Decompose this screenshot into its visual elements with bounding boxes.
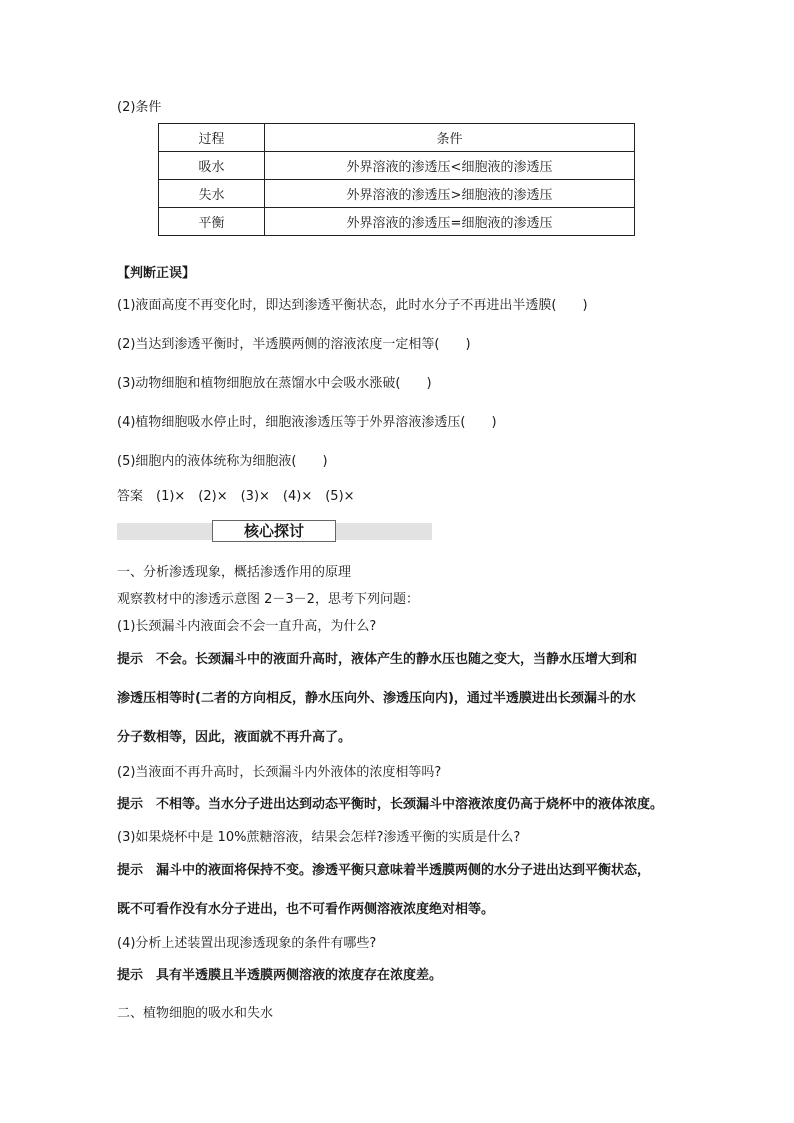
part2-title: 二、植物细胞的吸水和失水 bbox=[117, 1006, 274, 1021]
judge-item: (4)植物细胞吸水停止时，细胞液渗透压等于外界溶液渗透压( ) bbox=[117, 415, 497, 430]
table-header-row bbox=[159, 124, 635, 152]
table-cell: 平衡 bbox=[159, 208, 265, 236]
question-1: (1)长颈漏斗内液面会不会一直升高，为什么? bbox=[117, 619, 377, 634]
answer-1-line-1: 提示 不会。长颈漏斗中的液面升高时，液体产生的静水压也随之变大，当静水压增大到和 bbox=[117, 652, 638, 667]
question-3: (3)如果烧杯中是 10%蔗糖溶液，结果会怎样?渗透平衡的实质是什么? bbox=[117, 830, 521, 845]
table-row bbox=[159, 152, 635, 180]
table-cell: 吸水 bbox=[159, 152, 265, 180]
section-heading-conditions: (2)条件 bbox=[117, 100, 162, 115]
answer-line: 答案 (1)× (2)× (3)× (4)× (5)× bbox=[117, 489, 355, 504]
judge-item: (5)细胞内的液体统称为细胞液( ) bbox=[117, 454, 328, 469]
conditions-table bbox=[158, 123, 635, 236]
answer-1-line-2: 渗透压相等时(二者的方向相反，静水压向外、渗透压向内)，通过半透膜进出长颈漏斗的水 bbox=[117, 691, 636, 706]
section-banner-title: 核心探讨 bbox=[212, 520, 336, 542]
table-cell: 外界溶液的渗透压<细胞液的渗透压 bbox=[265, 152, 635, 180]
table-row bbox=[159, 208, 635, 236]
table-row bbox=[159, 180, 635, 208]
question-4: (4)分析上述装置出现渗透现象的条件有哪些? bbox=[117, 936, 377, 951]
intro-text: 观察教材中的渗透示意图 2－3－2，思考下列问题： bbox=[117, 592, 419, 607]
judge-heading: 【判断正误】 bbox=[117, 266, 196, 281]
part1-title: 一、分析渗透现象，概括渗透作用的原理 bbox=[117, 565, 352, 580]
answer-3-line-2: 既不可看作没有水分子进出，也不可看作两侧溶液浓度绝对相等。 bbox=[117, 902, 495, 917]
answer-2: 提示 不相等。当水分子进出达到动态平衡时，长颈漏斗中溶液浓度仍高于烧杯中的液体浓度。 bbox=[117, 797, 664, 812]
table-header-process: 过程 bbox=[159, 124, 265, 152]
table-cell: 失水 bbox=[159, 180, 265, 208]
answer-4: 提示 具有半透膜且半透膜两侧溶液的浓度存在浓度差。 bbox=[117, 968, 443, 983]
judge-item: (1)液面高度不再变化时，即达到渗透平衡状态，此时水分子不再进出半透膜( ) bbox=[117, 298, 588, 313]
judge-item: (2)当达到渗透平衡时，半透膜两侧的溶液浓度一定相等( ) bbox=[117, 337, 471, 352]
judge-item: (3)动物细胞和植物细胞放在蒸馏水中会吸水涨破( ) bbox=[117, 376, 432, 391]
table-cell: 外界溶液的渗透压>细胞液的渗透压 bbox=[265, 180, 635, 208]
answer-1-line-3: 分子数相等，因此，液面就不再升高了。 bbox=[117, 730, 352, 745]
question-2: (2)当液面不再升高时，长颈漏斗内外液体的浓度相等吗? bbox=[117, 765, 442, 780]
table-cell: 外界溶液的渗透压=细胞液的渗透压 bbox=[265, 208, 635, 236]
answer-3-line-1: 提示 漏斗中的液面将保持不变。渗透平衡只意味着半透膜两侧的水分子进出达到平衡状态， bbox=[117, 863, 651, 878]
table-header-condition: 条件 bbox=[265, 124, 635, 152]
